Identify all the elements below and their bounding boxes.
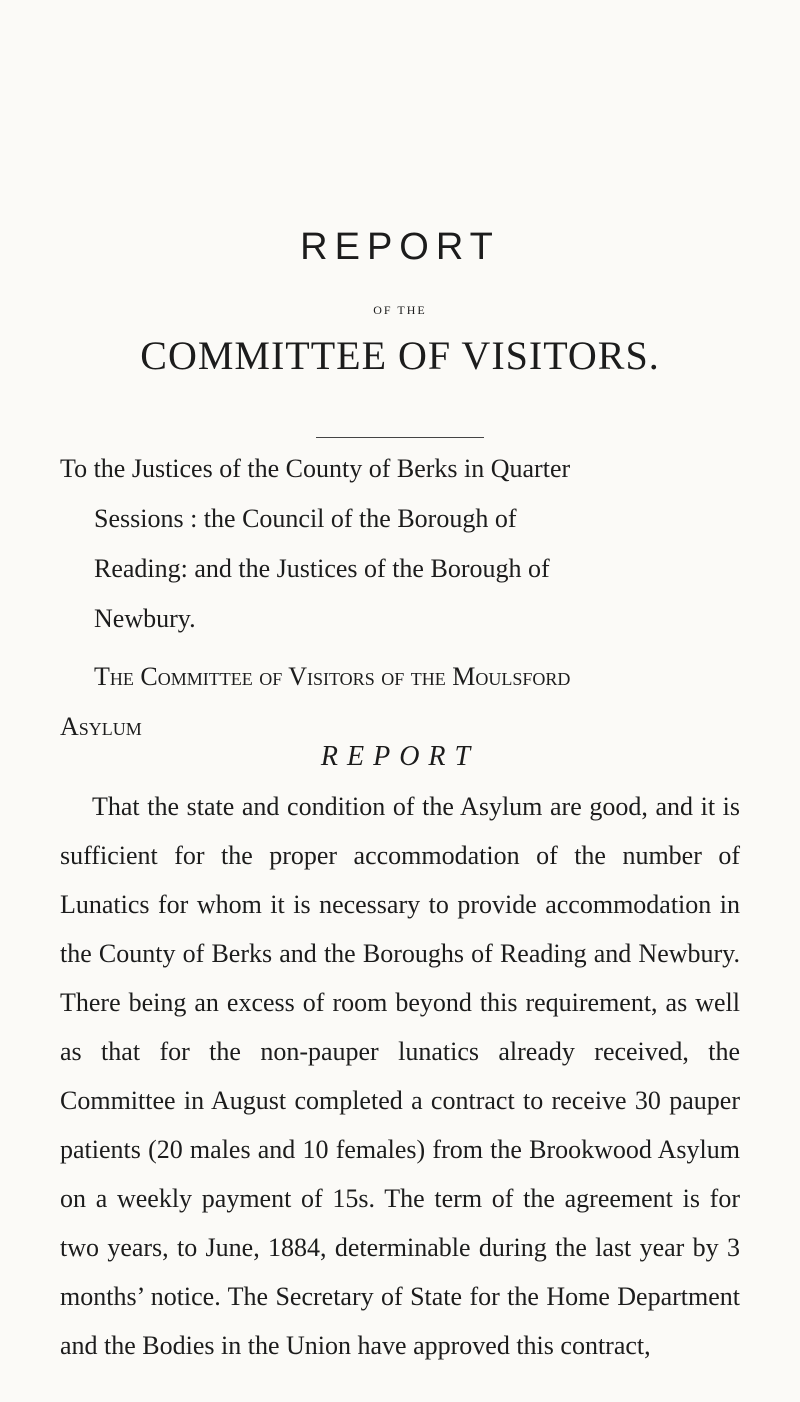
- report-italic-heading: REPORT: [320, 741, 480, 772]
- address-line: Newbury.: [94, 604, 196, 633]
- body-paragraph: [60, 782, 740, 1370]
- address-line: Reading: and the Justices of the Borough of: [94, 554, 550, 583]
- committee-line: Asylum: [60, 712, 142, 741]
- of-the-label: OF THE: [373, 303, 427, 317]
- divider-rule: [316, 437, 484, 438]
- committee-heading: COMMITTEE OF VISITORS.: [140, 333, 660, 378]
- address-line: Sessions : the Council of the Borough of: [94, 504, 517, 533]
- body-text: That the state and condition of the Asylum are good, and it is sufficient for the proper accommodation of the number of Lunatics for whom it is necessary to provide accommodation in the County of Berks and the Boroughs of Reading and Newbury. There being an excess of room beyond this requirement, as well as that for the non-pauper lunatics already received, the Committee in August completed a contract to receive 30 pauper patients (20 males and 10 females) from the Brookwood Asylum on a weekly payment of 15s. The term of the agreement is for two years, to June, 1884, determinable during the last year by 3 months’ notice. The Secretary of State for the Home Department and the Bodies in the Union have approved this contract,: [60, 792, 740, 1360]
- address-paragraph: [60, 444, 750, 644]
- report-heading: REPORT: [300, 226, 500, 268]
- committee-line: The Committee of Visitors of the Moulsford: [94, 662, 571, 691]
- address-line: To the Justices of the County of Berks in Quarter: [60, 454, 571, 483]
